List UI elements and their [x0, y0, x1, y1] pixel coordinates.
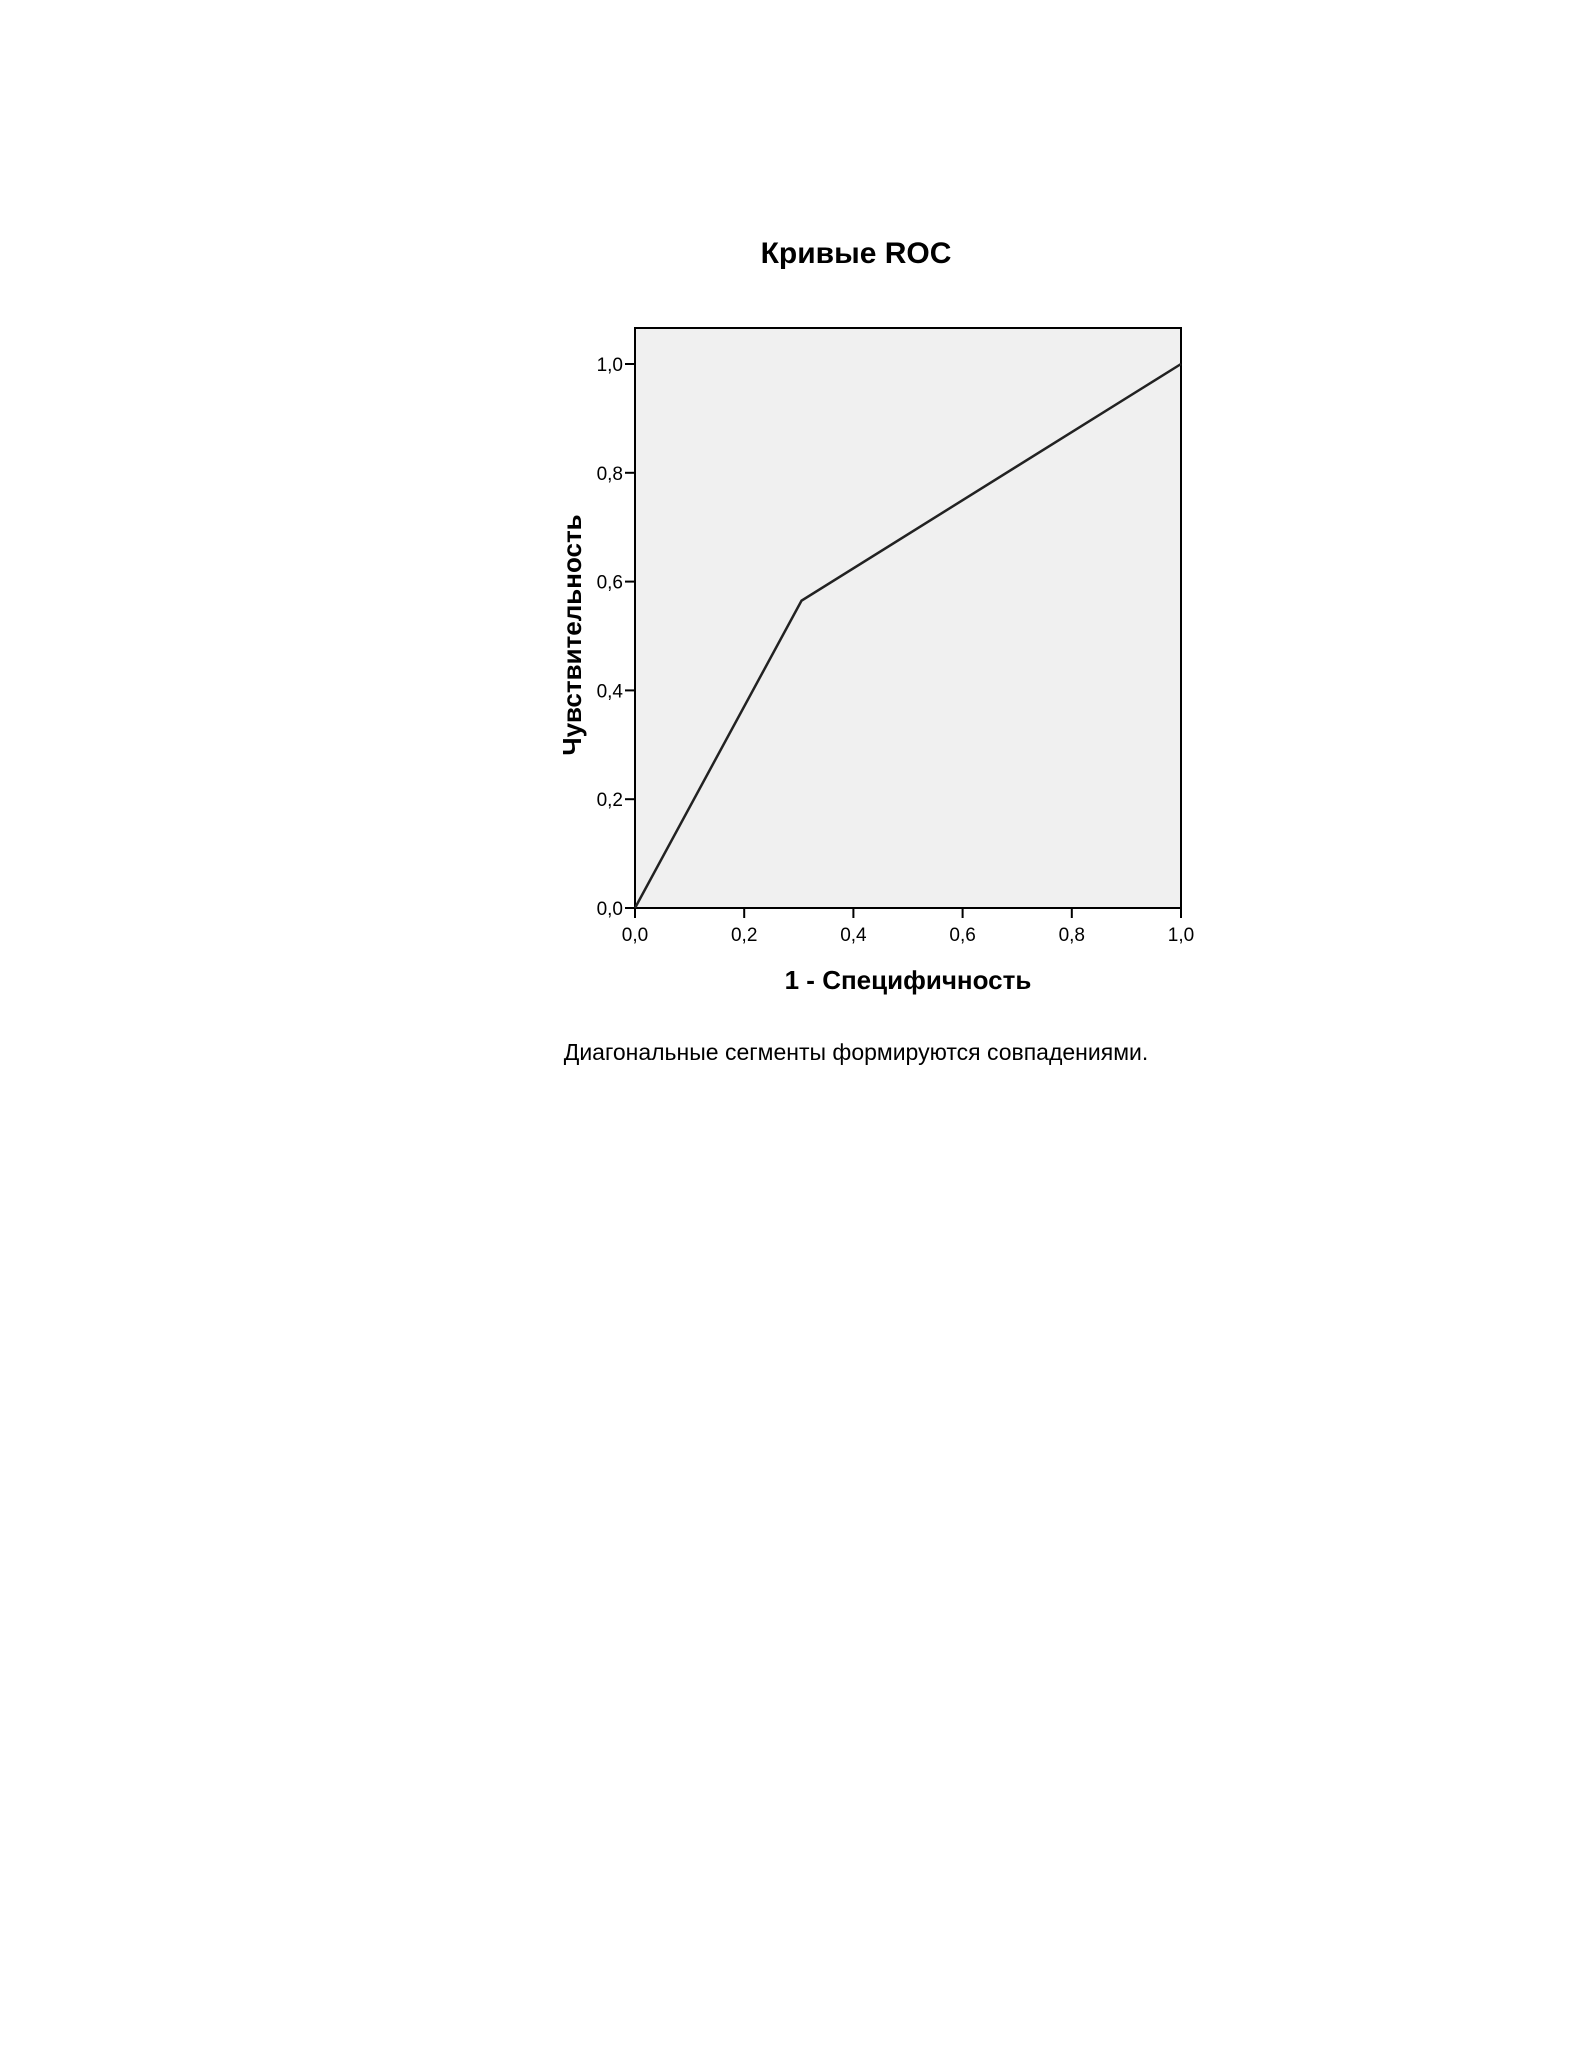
footnote: Диагональные сегменты формируются совпадениями.: [563, 1039, 1149, 1065]
y-tick-label: 0,0: [596, 899, 623, 920]
x-axis-label: 1 - Специфичность: [784, 965, 1032, 995]
x-tick-label: 1,0: [1167, 925, 1195, 946]
x-tick-label: 0,6: [949, 925, 976, 946]
y-tick-label: 1,0: [596, 355, 623, 376]
y-tick-label: 0,2: [596, 790, 623, 812]
x-tick-label: 0,4: [840, 925, 867, 946]
y-tick-label: 0,6: [596, 572, 623, 594]
x-tick-label: 0,2: [730, 925, 758, 946]
chart-title: Кривые ROC: [760, 237, 952, 270]
y-tick-label: 0,8: [596, 463, 623, 485]
x-tick-label: 0,8: [1058, 925, 1086, 946]
y-axis: [597, 355, 635, 920]
x-tick-label: 0,0: [621, 925, 649, 946]
y-tick-label: 0,4: [596, 681, 623, 703]
y-axis-label: Чувствительность: [557, 514, 587, 756]
x-axis: [622, 908, 1194, 946]
